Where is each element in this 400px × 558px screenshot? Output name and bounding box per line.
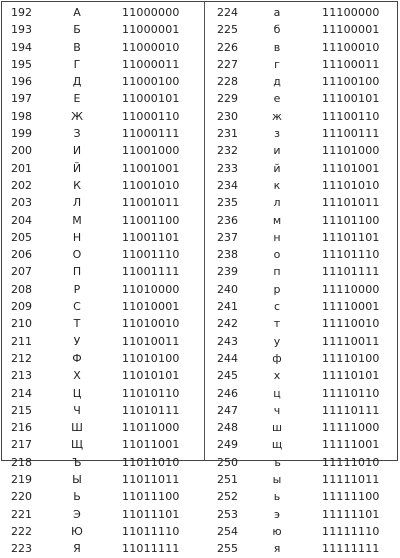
table-row [3,523,199,540]
code-number: 250 [217,455,238,469]
character: р [273,282,281,296]
code-number: 237 [217,230,238,244]
character: ж [272,109,282,123]
character: М [72,213,82,227]
character: й [273,161,281,175]
code-number: 220 [11,490,32,504]
code-number: 232 [217,144,238,158]
binary-code: 11011110 [122,524,180,538]
character: Х [73,369,81,383]
table-row [207,506,400,523]
character: т [273,317,281,331]
character: з [274,127,280,141]
character: Ш [71,421,83,435]
character: ч [273,403,281,417]
code-number: 234 [217,178,238,192]
code-number: 226 [217,40,238,54]
code-number: 225 [217,23,238,37]
code-number: 201 [11,161,32,175]
table-row [3,108,199,125]
table-row [3,73,199,90]
code-number: 233 [217,161,238,175]
table-column-left [3,4,199,558]
table-row [3,160,199,177]
character: а [273,6,281,19]
binary-code: 11011111 [122,542,180,556]
character: А [73,6,81,19]
binary-code: 11110111 [322,403,380,417]
character: О [72,248,82,262]
code-number: 239 [217,265,238,279]
binary-code: 11101110 [322,248,380,262]
binary-code: 11100101 [322,92,380,106]
character: щ [271,438,283,452]
table-row [3,56,199,73]
code-number: 248 [217,421,238,435]
table-row [207,367,400,384]
table-column-right [207,4,400,558]
table-row [207,454,400,471]
binary-code: 11001110 [122,248,180,262]
table-row [207,488,400,505]
character: Я [73,542,81,556]
binary-code: 11000010 [122,40,180,54]
code-number: 213 [11,369,32,383]
binary-code: 11001111 [122,265,180,279]
table-row [207,402,400,419]
table-row [3,142,199,159]
code-number: 198 [11,109,32,123]
code-number: 204 [11,213,32,227]
code-number: 222 [11,524,32,538]
code-number: 196 [11,75,32,89]
table-row [207,298,400,315]
code-number: 202 [11,178,32,192]
character: В [73,40,81,54]
character: я [273,542,281,556]
table-row [207,160,400,177]
binary-code: 11010110 [122,386,180,400]
table-row [3,246,199,263]
table-row [207,4,400,21]
character: Ы [72,473,82,487]
table-row [207,263,400,280]
code-number: 224 [217,6,238,19]
binary-code: 11010011 [122,334,180,348]
code-number: 252 [217,490,238,504]
code-number: 200 [11,144,32,158]
binary-code: 11010010 [122,317,180,331]
code-number: 235 [217,196,238,210]
code-number: 205 [11,230,32,244]
binary-code: 11110010 [322,317,380,331]
code-number: 217 [11,438,32,452]
table-row [207,212,400,229]
table-row [207,73,400,90]
binary-code: 11111001 [322,438,380,452]
table-row [207,194,400,211]
table-row [3,281,199,298]
table-row [207,385,400,402]
binary-code: 11010001 [122,300,180,314]
table-row [3,177,199,194]
table-row [3,263,199,280]
character: Ю [71,524,83,538]
binary-code: 11000000 [122,6,180,19]
table-row [3,194,199,211]
character: Ж [71,109,83,123]
binary-code: 11101001 [322,161,380,175]
binary-code: 11011000 [122,421,180,435]
code-number: 209 [11,300,32,314]
character: п [273,265,281,279]
table-row [207,125,400,142]
code-number: 244 [217,351,238,365]
table-row [3,367,199,384]
character: Э [73,507,81,521]
binary-code: 11111010 [322,455,380,469]
code-number: 241 [217,300,238,314]
character: е [273,92,281,106]
binary-code: 11111011 [322,473,380,487]
binary-code: 11100100 [322,75,380,89]
binary-code: 11110011 [322,334,380,348]
binary-code: 11001001 [122,161,180,175]
code-number: 242 [217,317,238,331]
code-number: 219 [11,473,32,487]
code-number: 215 [11,403,32,417]
binary-code: 11010100 [122,351,180,365]
character: о [273,248,281,262]
binary-code: 11101010 [322,178,380,192]
binary-code: 11001010 [122,178,180,192]
binary-code: 11001101 [122,230,180,244]
character: ъ [273,455,281,469]
character: н [273,230,281,244]
binary-code: 11001000 [122,144,180,158]
character: ю [272,524,282,538]
character: ц [273,386,281,400]
binary-code: 11100010 [322,40,380,54]
code-number: 206 [11,248,32,262]
code-number: 223 [11,542,32,556]
table-row [3,350,199,367]
binary-code: 11101011 [322,196,380,210]
character: И [72,144,82,158]
binary-code: 11011010 [122,455,180,469]
character: З [73,127,81,141]
table-row [207,436,400,453]
character: К [73,178,81,192]
binary-code: 11011101 [122,507,180,521]
binary-code: 11100011 [322,57,380,71]
table-row [3,39,199,56]
table-row [3,488,199,505]
code-table [1,1,398,556]
table-row [3,333,199,350]
character: ш [271,421,283,435]
table-row [3,454,199,471]
character: Ф [72,351,82,365]
character: Ц [72,386,82,400]
binary-code: 11000011 [122,57,180,71]
character: к [273,178,281,192]
table-row [207,333,400,350]
code-number: 247 [217,403,238,417]
character: У [73,334,81,348]
character: Д [72,75,82,89]
code-number: 193 [11,23,32,37]
table-row [207,56,400,73]
table-row [3,4,199,21]
table-row [3,419,199,436]
binary-code: 11011001 [122,438,180,452]
table-row [3,298,199,315]
table-row [207,350,400,367]
character: э [273,507,281,521]
binary-code: 11000110 [122,109,180,123]
code-number: 231 [217,127,238,141]
code-number: 216 [11,421,32,435]
binary-code: 11000100 [122,75,180,89]
code-number: 243 [217,334,238,348]
character: ы [272,473,282,487]
code-number: 211 [11,334,32,348]
code-number: 197 [11,92,32,106]
table-row [207,142,400,159]
table-row [207,108,400,125]
character: Р [73,282,81,296]
code-number: 218 [11,455,32,469]
binary-code: 11001100 [122,213,180,227]
character: х [273,369,281,383]
binary-code: 11100110 [322,109,380,123]
code-number: 212 [11,351,32,365]
table-row [207,471,400,488]
binary-code: 11000111 [122,127,180,141]
character: П [72,265,82,279]
code-number: 245 [217,369,238,383]
table-row [207,177,400,194]
binary-code: 11100111 [322,127,380,141]
character: в [273,40,281,54]
character: Л [72,196,82,210]
table-row [3,212,199,229]
character: у [273,334,281,348]
binary-code: 11111111 [322,542,380,556]
table-row [207,90,400,107]
code-number: 208 [11,282,32,296]
binary-code: 11010000 [122,282,180,296]
table-row [207,246,400,263]
binary-code: 11101111 [322,265,380,279]
binary-code: 11010111 [122,403,180,417]
character: и [273,144,281,158]
code-number: 203 [11,196,32,210]
binary-code: 11110101 [322,369,380,383]
character: Ч [73,403,81,417]
table-row [3,315,199,332]
table-row [207,523,400,540]
character: Щ [70,438,84,452]
character: ь [273,490,281,504]
code-number: 238 [217,248,238,262]
table-row [3,540,199,557]
code-number: 230 [217,109,238,123]
table-row [207,540,400,557]
character: Ь [73,490,81,504]
binary-code: 11111101 [322,507,380,521]
binary-code: 11110001 [322,300,380,314]
character: д [273,75,281,89]
table-row [207,229,400,246]
code-number: 240 [217,282,238,296]
column-divider [204,2,205,460]
character: ф [272,351,282,365]
table-row [3,506,199,523]
character: Т [73,317,81,331]
binary-code: 11001011 [122,196,180,210]
character: Н [72,230,82,244]
code-number: 199 [11,127,32,141]
table-row [3,90,199,107]
binary-code: 11011100 [122,490,180,504]
code-number: 246 [217,386,238,400]
character: л [273,196,281,210]
code-number: 254 [217,524,238,538]
table-row [3,471,199,488]
table-row [207,315,400,332]
code-number: 207 [11,265,32,279]
code-number: 236 [217,213,238,227]
code-number: 194 [11,40,32,54]
binary-code: 11111110 [322,524,380,538]
table-row [207,21,400,38]
character: Ъ [72,455,82,469]
character: Е [73,92,81,106]
character: м [272,213,282,227]
table-row [3,385,199,402]
binary-code: 11110000 [322,282,380,296]
code-number: 229 [217,92,238,106]
binary-code: 11110100 [322,351,380,365]
binary-code: 11000101 [122,92,180,106]
binary-code: 11011011 [122,473,180,487]
character: С [73,300,81,314]
table-row [207,419,400,436]
binary-code: 11111000 [322,421,380,435]
binary-code: 11101000 [322,144,380,158]
character: Б [73,23,81,37]
code-number: 249 [217,438,238,452]
code-number: 210 [11,317,32,331]
binary-code: 11101100 [322,213,380,227]
binary-code: 11110110 [322,386,380,400]
code-number: 251 [217,473,238,487]
character: б [273,23,281,37]
character: Г [73,57,81,71]
code-number: 253 [217,507,238,521]
code-number: 227 [217,57,238,71]
table-row [3,21,199,38]
binary-code: 11100000 [322,6,380,19]
table-row [3,125,199,142]
table-row [3,229,199,246]
binary-code: 11111100 [322,490,380,504]
code-number: 214 [11,386,32,400]
binary-code: 11010101 [122,369,180,383]
code-number: 255 [217,542,238,556]
binary-code: 11100001 [322,23,380,37]
table-row [207,281,400,298]
binary-code: 11101101 [322,230,380,244]
code-number: 221 [11,507,32,521]
table-row [3,402,199,419]
binary-code: 11000001 [122,23,180,37]
character: Й [72,161,82,175]
character: г [274,57,280,71]
code-number: 228 [217,75,238,89]
code-number: 192 [11,6,32,19]
table-row [207,39,400,56]
character: с [273,300,281,314]
code-number: 195 [11,57,32,71]
table-row [3,436,199,453]
